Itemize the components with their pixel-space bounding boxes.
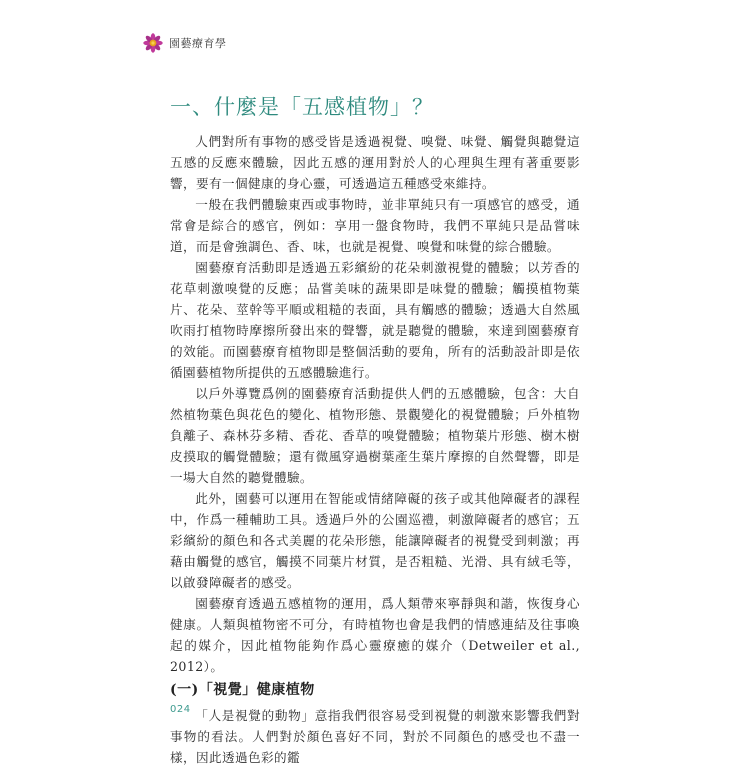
paragraph: 人們對所有事物的感受皆是透過視覺、嗅覺、味覺、觸覺與聽覺這五感的反應來體驗，因此五感的運用對於人的心理與生理有著重要影響，要有一個健康的身心靈，可透過這五種感受來維持。 [170, 134, 580, 191]
paragraph: 「人是視覺的動物」意指我們很容易受到視覺的刺激來影響我們對事物的看法。人們對於顏色喜好不同，對於不同顏色的感受也不盡一樣，因此透過色彩的鑑 [170, 708, 580, 765]
running-header [143, 33, 227, 53]
paragraph: 以戶外導覽爲例的園藝療育活動提供人們的五感體驗，包含：大自然植物葉色與花色的變化、植物形態、景觀變化的視覺體驗；戶外植物負離子、森林芬多精、香花、香草的嗅覺體驗；植物葉片形態、樹木樹皮摸取的觸覺體驗；還有微風穿過樹葉產生葉片摩擦的自然聲響，即是一場大自然的聽覺體驗。 [170, 386, 580, 485]
section-title: 一、什麼是「五感植物」？ [170, 95, 434, 119]
paragraph: 園藝療育透過五感植物的運用，爲人類帶來寧靜與和諧，恢復身心健康。人類與植物密不可分，有時植物也會是我們的情感連結及往事喚起的媒介，因此植物能夠作爲心靈療癒的媒介（Detweiler et al., 2012）。 [170, 596, 580, 674]
page-number: 024 [170, 704, 191, 715]
paragraph: 園藝療育活動即是透過五彩繽紛的花朵刺激視覺的體驗；以芳香的花草刺激嗅覺的反應；品嘗美味的蔬果即是味覺的體驗；觸摸植物葉片、花朵、莖幹等平順或粗糙的表面，具有觸感的體驗；透過大自然風吹雨打植物時摩擦所發出來的聲響，就是聽覺的體驗，來達到園藝療育的效能。而園藝療育植物即是整個活動的要角，所有的活動設計即是依循園藝植物所提供的五感體驗進行。 [170, 260, 580, 380]
paragraph: 此外，園藝可以運用在智能或情緒障礙的孩子或其他障礙者的課程中，作爲一種輔助工具。透過戶外的公園巡禮，刺激障礙者的感官；五彩繽紛的顏色和各式美麗的花朵形態，能讓障礙者的視覺受到刺激；再藉由觸覺的感官，觸摸不同葉片材質，是否粗糙、光滑、具有絨毛等，以啟發障礙者的感受。 [170, 491, 580, 590]
header-title: 園藝療育學 [169, 37, 227, 50]
subheading: (一)「視覺」健康植物 [170, 682, 315, 698]
paragraph: 一般在我們體驗東西或事物時，並非單純只有一項感官的感受，通常會是綜合的感官，例如：享用一盤食物時，我們不單純只是品嘗味道，而是會強調色、香、味，也就是視覺、嗅覺和味覺的綜合體驗。 [170, 197, 580, 254]
lotus-flower-icon [143, 33, 163, 53]
body-text [170, 131, 580, 768]
